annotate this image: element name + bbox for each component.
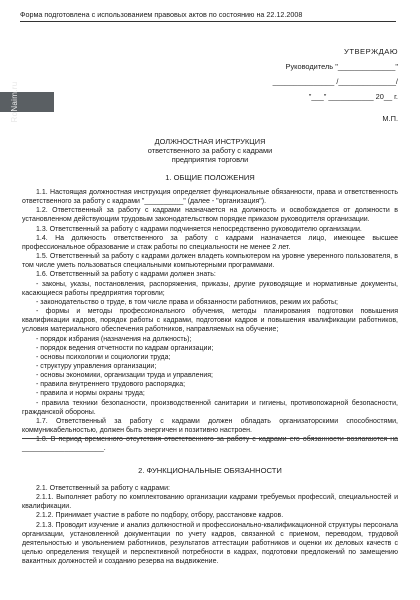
paragraph: 1.7. Ответственный за работу с кадрами должен обладать организаторскими способностями, коммуникабельностью, должен быть энергичен и позитивно настроен. [22, 417, 398, 435]
list-item: - правила и нормы охраны труда; [36, 390, 145, 398]
paragraph: 1.2. Ответственный за работу с кадрами назначается на должность и освобождается от должности в установленном действующим трудовым законодательством порядке приказом руководителя организации. [22, 207, 398, 224]
list-item: - правила внутреннего трудового распорядка; [36, 381, 186, 389]
doc-title-line3: предприятия торговли [171, 155, 249, 164]
watermark-logo: RoNaim.ru [0, 92, 54, 112]
form-header-note: Форма подготовлена с использованием правовых актов по состоянию на 22.12.2008 [20, 10, 396, 22]
paragraph: 2.1.2. Принимает участие в работе по подбору, отбору, расстановке кадров. [36, 512, 284, 520]
section-divider [22, 438, 398, 439]
approval-signature-line: _______________ /______________/ [272, 77, 398, 86]
list-item: - законы, указы, постановления, распоряжения, приказы, другие руководящие и нормативные документы, касающиеся работы предприятия торговли; [22, 280, 398, 297]
paragraph: 1.8. В период временного отсутствия ответственного за работу с кадрами его обязанности возлагаются на _____________________. [22, 436, 398, 453]
section2-heading: 2. ФУНКЦИОНАЛЬНЫЕ ОБЯЗАННОСТИ [138, 466, 282, 475]
doc-title-line2: ответственного за работу с кадрами [147, 146, 273, 155]
list-item: - порядок ведения отчетности по кадрам организации; [36, 344, 214, 352]
section1-body [22, 188, 398, 454]
approval-title: УТВЕРЖДАЮ [344, 47, 398, 56]
list-item: - законодательство о труде, в том числе права и обязанности работников, режим их работы; [36, 298, 338, 306]
list-item: - основы психологии и социологии труда; [36, 353, 171, 361]
approval-block [238, 44, 398, 104]
approval-director-line: Руководитель "______________" [285, 62, 398, 71]
paragraph: 2.1.1. Выполняет работу по комплектованию организации кадрами требуемых профессий, специальностей и квалификации. [22, 494, 398, 511]
paragraph: 2.1. Ответственный за работу с кадрами: [36, 485, 170, 492]
list-item: - порядок избрания (назначения на должность); [36, 335, 192, 343]
doc-title-line1: ДОЛЖНОСТНАЯ ИНСТРУКЦИЯ [154, 137, 266, 146]
list-item: - формы и методы профессионального обучения, методы планирования подготовки повышения квалификации кадров, порядок работы с кадрами, подготовки кадров и повышения квалификации работников, условия материального обеспечения работников, направляемых на обучение; [22, 308, 398, 334]
list-item: - структуру управления организации; [36, 362, 157, 370]
section2-body [22, 484, 398, 566]
paragraph: 1.1. Настоящая должностная инструкция определяет функциональные обязанности, права и ответственность ответственного за работу с кадрами "__________" (далее - "организация"). [22, 189, 398, 206]
list-item: - основы экономики, организации труда и управления; [36, 372, 213, 380]
paragraph: 1.4. На должность ответственного за работу с кадрами назначается лицо, имеющее высшее профессиональное образование и стаж работы по специальности не менее 2 лет. [22, 234, 398, 251]
list-item: - правила техники безопасности, производственной санитарии и гигиены, противопожарной безопасности, гражданской обороны. [22, 399, 398, 416]
section1-heading: 1. ОБЩИЕ ПОЛОЖЕНИЯ [165, 173, 255, 182]
paragraph: 1.6. Ответственный за работу с кадрами должен знать: [36, 271, 216, 279]
paragraph: 1.5. Ответственный за работу с кадрами должен владеть компьютером на уровне уверенного пользователя, в том числе уметь пользоваться специальными компьютерными программами. [22, 253, 398, 270]
paragraph: 1.3. Ответственный за работу с кадрами подчиняется непосредственно руководителю организации. [36, 225, 362, 233]
approval-date-line: "___" ___________ 20__ г. [308, 92, 398, 101]
paragraph: 2.1.3. Проводит изучение и анализ должностной и профессионально-квалификационной структуры персонала организации, установленной документации по учету кадров, связанной с приемом, переводом, трудовой деятельностью и увольнением работников, результатов аттестации работников и оценки их деловых качеств с целью определения текущей и перспективной потребности в кадрах, подготовки предложений по замещению вакантных должностей и созданию резерва на выдвижение. [22, 521, 398, 566]
stamp-place-label: М.П. [382, 114, 398, 123]
